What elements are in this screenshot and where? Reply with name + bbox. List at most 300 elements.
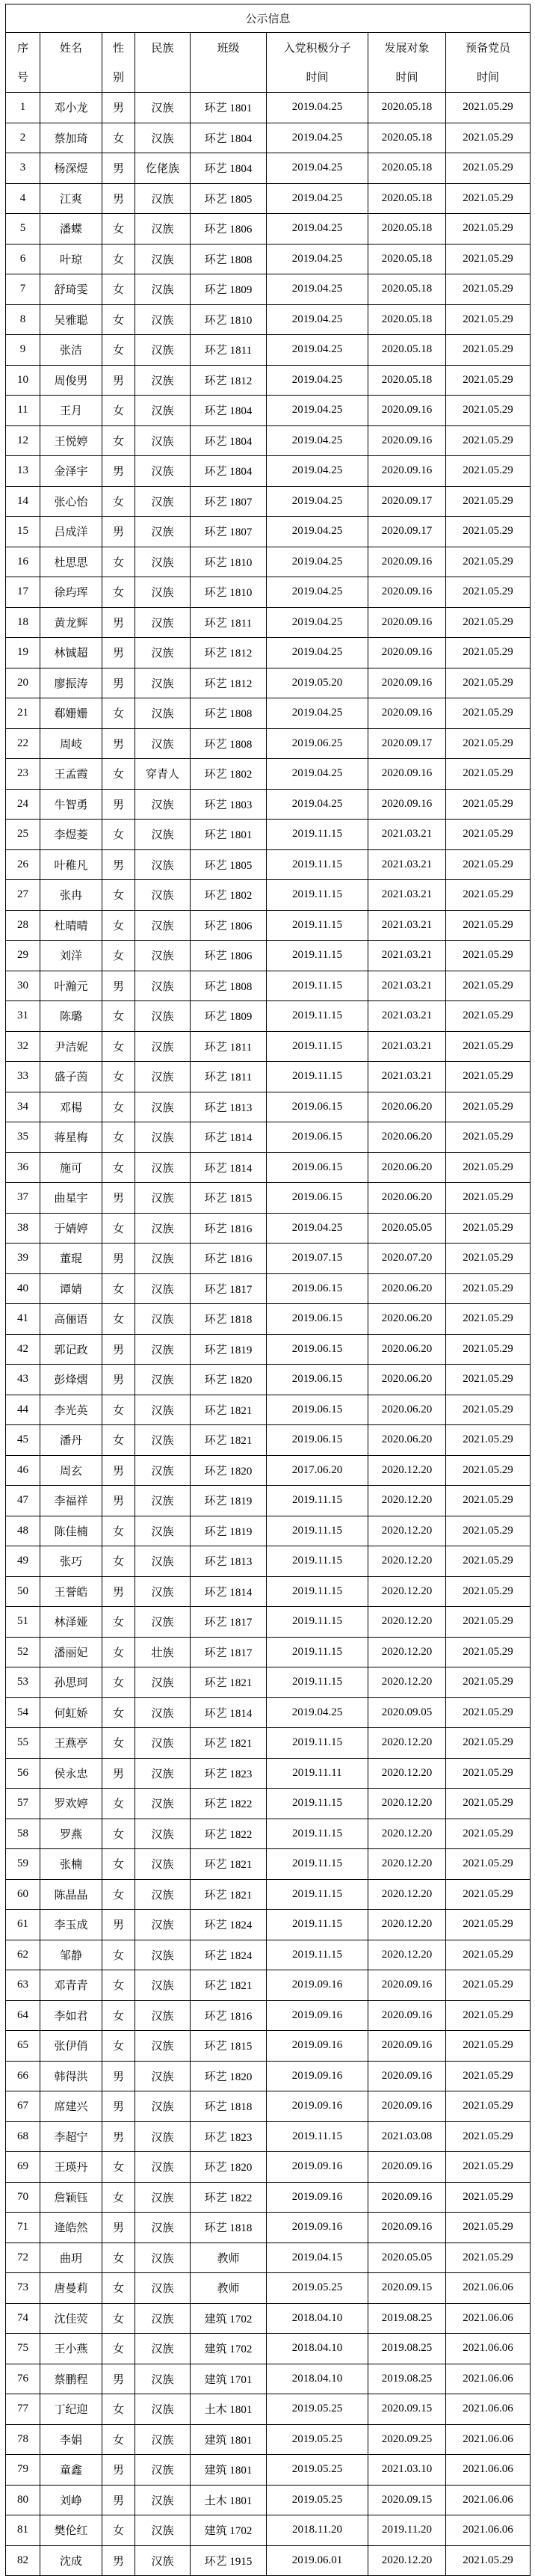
cell-class: 环艺 1806 <box>191 910 267 941</box>
cell-development-date: 2021.03.21 <box>368 910 446 941</box>
cell-name: 丁纪迎 <box>40 2394 102 2425</box>
cell-class: 环艺 1823 <box>191 1758 267 1789</box>
cell-ethnicity: 汉族 <box>135 304 191 335</box>
cell-activist-date: 2018.04.10 <box>267 2334 368 2364</box>
cell-index: 61 <box>6 1910 40 1940</box>
cell-name: 谭婧 <box>40 1273 102 1304</box>
table-row <box>6 1637 531 1667</box>
cell-index: 26 <box>6 849 40 880</box>
cell-name: 张伊俏 <box>40 2031 102 2062</box>
header-row <box>6 33 531 93</box>
cell-probationary-date: 2021.06.06 <box>446 2303 531 2334</box>
header-text: 民族 <box>151 40 174 55</box>
cell-class: 建筑 1801 <box>191 2455 267 2486</box>
cell-probationary-date: 2021.05.29 <box>446 1546 531 1577</box>
cell-activist-date: 2019.06.25 <box>267 728 368 759</box>
cell-development-date: 2020.09.15 <box>368 2394 446 2425</box>
cell-name: 彭烽熠 <box>40 1365 102 1395</box>
cell-ethnicity: 汉族 <box>135 1152 191 1183</box>
table-row <box>6 2061 531 2091</box>
table-row <box>6 1304 531 1335</box>
cell-probationary-date: 2021.05.29 <box>446 183 531 214</box>
cell-gender: 男 <box>102 1758 135 1789</box>
cell-ethnicity: 汉族 <box>135 2000 191 2031</box>
cell-class: 环艺 1812 <box>191 365 267 396</box>
cell-development-date: 2020.12.20 <box>368 1910 446 1940</box>
cell-gender: 女 <box>102 880 135 911</box>
cell-ethnicity: 汉族 <box>135 2394 191 2425</box>
cell-gender: 男 <box>102 2121 135 2152</box>
cell-probationary-date: 2021.05.29 <box>446 517 531 547</box>
cell-class: 环艺 1809 <box>191 1001 267 1032</box>
cell-gender: 女 <box>102 1546 135 1577</box>
cell-ethnicity: 汉族 <box>135 1728 191 1759</box>
cell-probationary-date: 2021.05.29 <box>446 1273 531 1304</box>
cell-gender: 女 <box>102 1425 135 1456</box>
cell-class: 环艺 1821 <box>191 1970 267 2001</box>
cell-name: 童鑫 <box>40 2455 102 2486</box>
cell-gender: 男 <box>102 607 135 638</box>
cell-index: 69 <box>6 2152 40 2183</box>
cell-gender: 女 <box>102 244 135 274</box>
cell-probationary-date: 2021.05.29 <box>446 304 531 335</box>
cell-probationary-date: 2021.06.06 <box>446 2364 531 2394</box>
cell-class: 环艺 1821 <box>191 1728 267 1759</box>
cell-name: 周俊男 <box>40 365 102 396</box>
column-header-class <box>191 33 267 93</box>
cell-ethnicity: 汉族 <box>135 2515 191 2546</box>
cell-probationary-date: 2021.05.29 <box>446 1183 531 1214</box>
cell-index: 72 <box>6 2243 40 2273</box>
cell-development-date: 2020.06.20 <box>368 1273 446 1304</box>
table-row <box>6 849 531 880</box>
cell-gender: 女 <box>102 396 135 426</box>
cell-ethnicity: 汉族 <box>135 728 191 759</box>
cell-class: 环艺 1814 <box>191 1576 267 1607</box>
cell-development-date: 2020.09.16 <box>368 789 446 820</box>
cell-ethnicity: 汉族 <box>135 2455 191 2486</box>
table-row <box>6 880 531 911</box>
cell-class: 环艺 1821 <box>191 1395 267 1425</box>
cell-ethnicity: 汉族 <box>135 849 191 880</box>
cell-probationary-date: 2021.05.29 <box>446 2243 531 2273</box>
cell-class: 土木 1801 <box>191 2394 267 2425</box>
cell-index: 67 <box>6 2091 40 2122</box>
table-row <box>6 1546 531 1577</box>
cell-class: 环艺 1813 <box>191 1092 267 1122</box>
cell-probationary-date: 2021.05.29 <box>446 789 531 820</box>
cell-name: 杨深煜 <box>40 153 102 184</box>
cell-activist-date: 2019.11.15 <box>267 880 368 911</box>
cell-name: 张楠 <box>40 1849 102 1880</box>
cell-gender: 女 <box>102 1819 135 1849</box>
cell-development-date: 2020.09.16 <box>368 759 446 790</box>
cell-gender: 女 <box>102 1789 135 1819</box>
cell-development-date: 2020.12.20 <box>368 1455 446 1486</box>
cell-index: 53 <box>6 1667 40 1698</box>
cell-index: 24 <box>6 789 40 820</box>
cell-index: 34 <box>6 1092 40 1122</box>
cell-ethnicity: 汉族 <box>135 1425 191 1456</box>
cell-gender: 女 <box>102 910 135 941</box>
cell-development-date: 2020.05.18 <box>368 153 446 184</box>
cell-ethnicity: 汉族 <box>135 698 191 729</box>
table-row <box>6 1213 531 1244</box>
cell-index: 65 <box>6 2031 40 2062</box>
cell-ethnicity: 汉族 <box>135 1486 191 1516</box>
cell-activist-date: 2019.04.25 <box>267 244 368 274</box>
table-row <box>6 1910 531 1940</box>
table-row <box>6 820 531 850</box>
cell-gender: 男 <box>102 1334 135 1365</box>
cell-activist-date: 2019.09.16 <box>267 2182 368 2213</box>
cell-activist-date: 2019.04.25 <box>267 365 368 396</box>
cell-class: 环艺 1820 <box>191 2061 267 2091</box>
cell-probationary-date: 2021.05.29 <box>446 1667 531 1698</box>
header-text: 入党积极分子 <box>283 40 351 55</box>
cell-gender: 女 <box>102 1849 135 1880</box>
cell-index: 58 <box>6 1819 40 1849</box>
cell-class: 环艺 1804 <box>191 425 267 456</box>
cell-name: 韩得洪 <box>40 2061 102 2091</box>
cell-name: 李娟 <box>40 2424 102 2455</box>
cell-gender: 女 <box>102 1273 135 1304</box>
cell-probationary-date: 2021.05.29 <box>446 214 531 245</box>
header-text: 发展对象 <box>384 40 430 55</box>
cell-index: 59 <box>6 1849 40 1880</box>
cell-development-date: 2020.09.16 <box>368 2091 446 2122</box>
cell-ethnicity: 汉族 <box>135 1455 191 1486</box>
cell-ethnicity: 汉族 <box>135 607 191 638</box>
cell-name: 罗燕 <box>40 1819 102 1849</box>
cell-class: 土木 1801 <box>191 2485 267 2515</box>
cell-probationary-date: 2021.06.06 <box>446 2334 531 2364</box>
cell-development-date: 2020.09.16 <box>368 2031 446 2062</box>
cell-gender: 男 <box>102 1183 135 1214</box>
cell-probationary-date: 2021.05.29 <box>446 971 531 1001</box>
cell-ethnicity: 汉族 <box>135 2303 191 2334</box>
cell-ethnicity: 汉族 <box>135 668 191 698</box>
cell-development-date: 2020.06.20 <box>368 1425 446 1456</box>
cell-gender: 女 <box>102 1031 135 1062</box>
cell-index: 3 <box>6 153 40 184</box>
cell-index: 43 <box>6 1365 40 1395</box>
cell-activist-date: 2019.05.25 <box>267 2455 368 2486</box>
cell-gender: 女 <box>102 2000 135 2031</box>
cell-gender: 男 <box>102 668 135 698</box>
cell-class: 环艺 1815 <box>191 1183 267 1214</box>
cell-index: 73 <box>6 2273 40 2304</box>
title-row <box>6 4 531 33</box>
table-row <box>6 2455 531 2486</box>
cell-activist-date: 2019.11.15 <box>267 1789 368 1819</box>
cell-activist-date: 2019.04.25 <box>267 486 368 517</box>
cell-probationary-date: 2021.05.29 <box>446 1879 531 1910</box>
cell-development-date: 2020.12.20 <box>368 2545 446 2576</box>
cell-probationary-date: 2021.05.29 <box>446 1607 531 1638</box>
cell-gender: 女 <box>102 1667 135 1698</box>
column-header-index <box>6 33 40 93</box>
cell-probationary-date: 2021.05.29 <box>446 244 531 274</box>
table-row <box>6 123 531 153</box>
cell-class: 环艺 1815 <box>191 2031 267 2062</box>
cell-class: 环艺 1804 <box>191 456 267 487</box>
cell-class: 环艺 1821 <box>191 1849 267 1880</box>
cell-activist-date: 2019.11.15 <box>267 1062 368 1092</box>
cell-name: 廖振涛 <box>40 668 102 698</box>
cell-name: 施可 <box>40 1152 102 1183</box>
cell-development-date: 2020.09.16 <box>368 2000 446 2031</box>
table-row <box>6 1879 531 1910</box>
cell-activist-date: 2019.11.15 <box>267 849 368 880</box>
cell-development-date: 2020.12.20 <box>368 1546 446 1577</box>
cell-development-date: 2020.09.16 <box>368 668 446 698</box>
cell-name: 潘丽妃 <box>40 1637 102 1667</box>
cell-gender: 女 <box>102 1001 135 1032</box>
cell-class: 环艺 1819 <box>191 1516 267 1546</box>
cell-index: 27 <box>6 880 40 911</box>
cell-gender: 男 <box>102 456 135 487</box>
table-row <box>6 1122 531 1153</box>
cell-ethnicity: 汉族 <box>135 183 191 214</box>
cell-name: 黄龙辉 <box>40 607 102 638</box>
cell-probationary-date: 2021.05.29 <box>446 2545 531 2576</box>
cell-probationary-date: 2021.05.29 <box>446 1849 531 1880</box>
cell-class: 环艺 1822 <box>191 1789 267 1819</box>
cell-name: 张心怡 <box>40 486 102 517</box>
cell-activist-date: 2018.04.10 <box>267 2364 368 2394</box>
cell-development-date: 2020.09.16 <box>368 2061 446 2091</box>
cell-activist-date: 2019.06.15 <box>267 1395 368 1425</box>
table-row <box>6 153 531 184</box>
cell-name: 叶稚凡 <box>40 849 102 880</box>
cell-class: 环艺 1807 <box>191 486 267 517</box>
cell-ethnicity: 汉族 <box>135 1183 191 1214</box>
cell-ethnicity: 汉族 <box>135 1365 191 1395</box>
cell-name: 潘丹 <box>40 1425 102 1456</box>
cell-ethnicity: 汉族 <box>135 1031 191 1062</box>
cell-probationary-date: 2021.06.06 <box>446 2394 531 2425</box>
cell-development-date: 2020.09.16 <box>368 2152 446 2183</box>
cell-gender: 女 <box>102 941 135 971</box>
cell-index: 22 <box>6 728 40 759</box>
cell-activist-date: 2019.11.15 <box>267 1819 368 1849</box>
cell-class: 环艺 1805 <box>191 183 267 214</box>
cell-development-date: 2020.12.20 <box>368 1486 446 1516</box>
cell-class: 建筑 1702 <box>191 2515 267 2546</box>
cell-gender: 女 <box>102 2334 135 2364</box>
cell-index: 8 <box>6 304 40 335</box>
cell-probationary-date: 2021.05.29 <box>446 1940 531 1970</box>
cell-probationary-date: 2021.05.29 <box>446 153 531 184</box>
cell-development-date: 2020.06.20 <box>368 1183 446 1214</box>
cell-activist-date: 2019.06.15 <box>267 1092 368 1122</box>
cell-gender: 女 <box>102 547 135 577</box>
cell-class: 环艺 1820 <box>191 2152 267 2183</box>
cell-activist-date: 2019.09.16 <box>267 2091 368 2122</box>
cell-name: 周玄 <box>40 1455 102 1486</box>
cell-name: 王悦婷 <box>40 425 102 456</box>
cell-index: 28 <box>6 910 40 941</box>
cell-development-date: 2020.05.18 <box>368 214 446 245</box>
cell-index: 5 <box>6 214 40 245</box>
cell-activist-date: 2019.05.25 <box>267 2394 368 2425</box>
cell-name: 潘蝶 <box>40 214 102 245</box>
cell-name: 陈晶晶 <box>40 1879 102 1910</box>
cell-activist-date: 2019.04.25 <box>267 517 368 547</box>
cell-activist-date: 2019.11.15 <box>267 1546 368 1577</box>
cell-activist-date: 2019.04.25 <box>267 789 368 820</box>
table-row <box>6 1092 531 1122</box>
cell-activist-date: 2019.11.15 <box>267 1940 368 1970</box>
cell-class: 环艺 1822 <box>191 2182 267 2213</box>
cell-gender: 男 <box>102 638 135 668</box>
cell-class: 环艺 1805 <box>191 849 267 880</box>
cell-index: 68 <box>6 2121 40 2152</box>
cell-activist-date: 2019.11.15 <box>267 1910 368 1940</box>
table-row <box>6 577 531 608</box>
cell-development-date: 2020.09.16 <box>368 2213 446 2243</box>
cell-name: 王小燕 <box>40 2334 102 2364</box>
cell-class: 环艺 1818 <box>191 2213 267 2243</box>
cell-class: 环艺 1819 <box>191 1334 267 1365</box>
cell-class: 环艺 1808 <box>191 728 267 759</box>
header-text: 序 <box>16 40 28 55</box>
cell-gender: 女 <box>102 425 135 456</box>
table-row <box>6 2000 531 2031</box>
cell-probationary-date: 2021.06.06 <box>446 2485 531 2515</box>
cell-gender: 女 <box>102 1122 135 1153</box>
cell-index: 9 <box>6 335 40 366</box>
cell-class: 环艺 1814 <box>191 1152 267 1183</box>
cell-name: 牛智勇 <box>40 789 102 820</box>
cell-ethnicity: 汉族 <box>135 820 191 850</box>
cell-probationary-date: 2021.05.29 <box>446 1637 531 1667</box>
cell-gender: 男 <box>102 2091 135 2122</box>
cell-index: 60 <box>6 1879 40 1910</box>
cell-ethnicity: 汉族 <box>135 2213 191 2243</box>
cell-probationary-date: 2021.05.29 <box>446 910 531 941</box>
cell-index: 1 <box>6 93 40 123</box>
cell-class: 环艺 1810 <box>191 304 267 335</box>
cell-class: 建筑 1702 <box>191 2303 267 2334</box>
cell-name: 邓小龙 <box>40 93 102 123</box>
cell-gender: 女 <box>102 123 135 153</box>
cell-name: 王瑛丹 <box>40 2152 102 2183</box>
cell-name: 沈成 <box>40 2545 102 2576</box>
table-row <box>6 2334 531 2364</box>
cell-ethnicity: 汉族 <box>135 1244 191 1274</box>
cell-ethnicity: 汉族 <box>135 971 191 1001</box>
cell-development-date: 2019.08.25 <box>368 2364 446 2394</box>
cell-gender: 女 <box>102 486 135 517</box>
cell-activist-date: 2019.04.25 <box>267 304 368 335</box>
table-row <box>6 2394 531 2425</box>
table-row <box>6 1970 531 2001</box>
cell-development-date: 2020.09.16 <box>368 638 446 668</box>
header-text: 预备党员 <box>466 40 511 55</box>
cell-development-date: 2020.06.20 <box>368 1334 446 1365</box>
cell-index: 13 <box>6 456 40 487</box>
cell-class: 环艺 1821 <box>191 1667 267 1698</box>
table-row <box>6 1789 531 1819</box>
cell-activist-date: 2019.04.25 <box>267 153 368 184</box>
cell-development-date: 2020.09.16 <box>368 2182 446 2213</box>
cell-gender: 女 <box>102 335 135 366</box>
cell-ethnicity: 汉族 <box>135 244 191 274</box>
cell-ethnicity: 汉族 <box>135 789 191 820</box>
cell-development-date: 2020.12.20 <box>368 1667 446 1698</box>
cell-name: 张巧 <box>40 1546 102 1577</box>
cell-development-date: 2020.09.15 <box>368 2485 446 2515</box>
table-row <box>6 2213 531 2243</box>
cell-name: 陈佳楠 <box>40 1516 102 1546</box>
cell-class: 教师 <box>191 2273 267 2304</box>
cell-activist-date: 2019.09.16 <box>267 2152 368 2183</box>
cell-activist-date: 2019.04.25 <box>267 396 368 426</box>
cell-gender: 女 <box>102 1092 135 1122</box>
cell-activist-date: 2019.11.15 <box>267 1516 368 1546</box>
cell-name: 邓楊 <box>40 1092 102 1122</box>
cell-ethnicity: 汉族 <box>135 2121 191 2152</box>
cell-activist-date: 2018.11.20 <box>267 2515 368 2546</box>
table-row <box>6 1455 531 1486</box>
cell-development-date: 2020.09.16 <box>368 607 446 638</box>
cell-name: 江爽 <box>40 183 102 214</box>
cell-probationary-date: 2021.05.29 <box>446 2061 531 2091</box>
cell-development-date: 2020.12.20 <box>368 1879 446 1910</box>
cell-activist-date: 2019.04.25 <box>267 183 368 214</box>
cell-ethnicity: 汉族 <box>135 1122 191 1153</box>
cell-name: 邓青青 <box>40 1970 102 2001</box>
cell-gender: 男 <box>102 1244 135 1274</box>
cell-class: 环艺 1819 <box>191 1486 267 1516</box>
cell-activist-date: 2017.06.20 <box>267 1455 368 1486</box>
cell-index: 50 <box>6 1576 40 1607</box>
table-row <box>6 274 531 305</box>
cell-name: 何虹娇 <box>40 1697 102 1728</box>
cell-class: 环艺 1807 <box>191 517 267 547</box>
cell-ethnicity: 汉族 <box>135 2485 191 2515</box>
cell-gender: 男 <box>102 728 135 759</box>
cell-class: 建筑 1701 <box>191 2364 267 2394</box>
cell-class: 环艺 1821 <box>191 1879 267 1910</box>
table-row <box>6 2485 531 2515</box>
cell-class: 环艺 1813 <box>191 1546 267 1577</box>
cell-name: 李超宁 <box>40 2121 102 2152</box>
header-text: 别 <box>112 70 124 84</box>
cell-ethnicity: 汉族 <box>135 2091 191 2122</box>
cell-index: 78 <box>6 2424 40 2455</box>
cell-gender: 女 <box>102 1152 135 1183</box>
cell-activist-date: 2019.09.16 <box>267 1970 368 2001</box>
table-row <box>6 1667 531 1698</box>
cell-index: 63 <box>6 1970 40 2001</box>
cell-activist-date: 2019.07.15 <box>267 1244 368 1274</box>
table-row <box>6 1031 531 1062</box>
cell-gender: 男 <box>102 153 135 184</box>
cell-probationary-date: 2021.05.29 <box>446 1304 531 1335</box>
cell-development-date: 2020.05.18 <box>368 335 446 366</box>
cell-class: 环艺 1801 <box>191 820 267 850</box>
cell-index: 48 <box>6 1516 40 1546</box>
cell-development-date: 2020.09.16 <box>368 425 446 456</box>
cell-index: 42 <box>6 1334 40 1365</box>
cell-ethnicity: 汉族 <box>135 1092 191 1122</box>
cell-activist-date: 2019.04.25 <box>267 547 368 577</box>
cell-ethnicity: 汉族 <box>135 1667 191 1698</box>
cell-activist-date: 2019.11.15 <box>267 1486 368 1516</box>
